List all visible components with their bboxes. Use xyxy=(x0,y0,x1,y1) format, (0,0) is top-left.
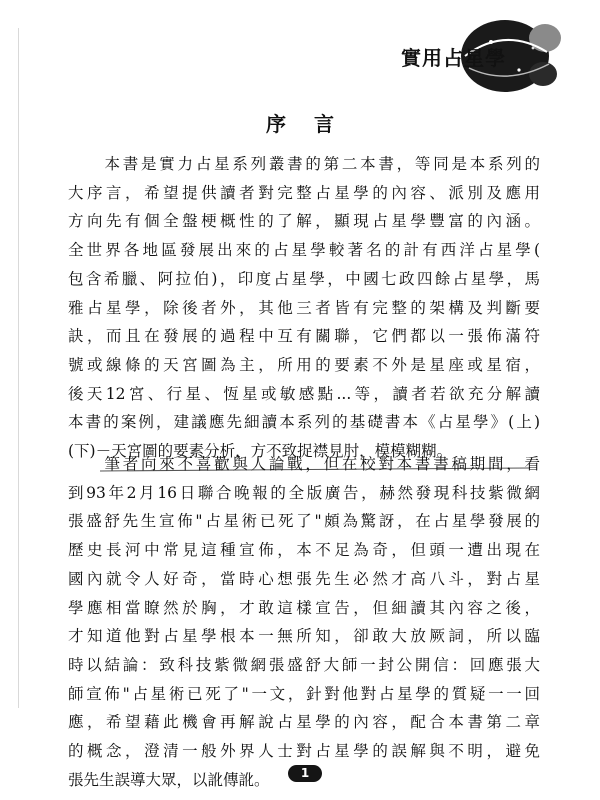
paragraph-2 xyxy=(68,450,540,794)
text-line: 方向先有個全盤梗概性的了解，顯現占星學豐富的內涵。 xyxy=(68,212,540,231)
text-line: 本書的案例，建議應先細讀本系列的基礎書本《占星學》(上) xyxy=(68,413,540,432)
text-line: 歷史長河中常見這種宣佈，本不足為奇，但頭一遭出現在 xyxy=(68,541,540,560)
text-line: 張先生誤導大眾，以訛傳訛。 xyxy=(68,770,270,789)
text-line: 包含希臘、阿拉伯)，印度占星學，中國七政四餘占星學，馬 xyxy=(68,269,540,288)
logo-title: 實用占星學 xyxy=(401,46,506,70)
page-title: 序言 xyxy=(266,112,362,136)
text-line: 全世界各地區發展出來的占星學較著名的計有西洋占星學( xyxy=(68,241,540,260)
text-line: 到93年2月16日聯合晚報的全版廣告，赫然發現科技紫微網 xyxy=(68,483,540,502)
series-logo xyxy=(395,12,565,100)
text-line: 師宣佈"占星術已死了"一文，針對他對占星學的質疑一一回 xyxy=(68,684,540,703)
text-line: 後天12宮、行星、恆星或敏感點...等，讀者若欲充分解讀 xyxy=(68,384,540,403)
text-line: 號或線條的天宮圖為主，所用的要素不外是星座或星宿， xyxy=(68,355,540,374)
text-line: 時以結論：致科技紫微網張盛舒大師一封公開信：回應張大 xyxy=(68,655,540,674)
page-number-badge: 1 xyxy=(288,765,322,782)
text-line: 學應相當瞭然於胸，才敢這樣宣告，但細讀其內容之後， xyxy=(68,598,540,617)
text-line: 應，希望藉此機會再解說占星學的內容，配合本書第二章 xyxy=(68,713,540,732)
text-line: 訣，而且在發展的過程中互有關聯，它們都以一張佈滿符 xyxy=(68,327,540,346)
text-line: 的概念，澄清一般外界人士對占星學的誤解與不明，避免 xyxy=(68,742,540,761)
text-line: 雅占星學，除後者外，其他三者皆有完整的架構及判斷要 xyxy=(68,298,540,317)
text-line: (下)－天宮圖的要素分析，方不致捉襟見肘，模模糊糊。 xyxy=(68,442,453,461)
text-line: 筆者向來不喜歡與人論戰，但在校對本書書稿期間，看 xyxy=(68,455,540,473)
text-line: 張盛舒先生宣佈"占星術已死了"頗為驚訝，在占星學發展的 xyxy=(68,512,540,531)
text-line: 國內就令人好奇，當時心想張先生必然才高八斗，對占星 xyxy=(68,569,540,588)
text-line: 大序言，希望提供讀者對完整占星學的內容、派別及應用 xyxy=(68,183,540,202)
text-line: 本書是實力占星系列叢書的第二本書，等同是本系列的 xyxy=(68,155,540,173)
text-line: 才知道他對占星學根本一無所知，卻敢大放厥詞，所以臨 xyxy=(68,627,540,646)
paragraph-1 xyxy=(68,150,540,466)
